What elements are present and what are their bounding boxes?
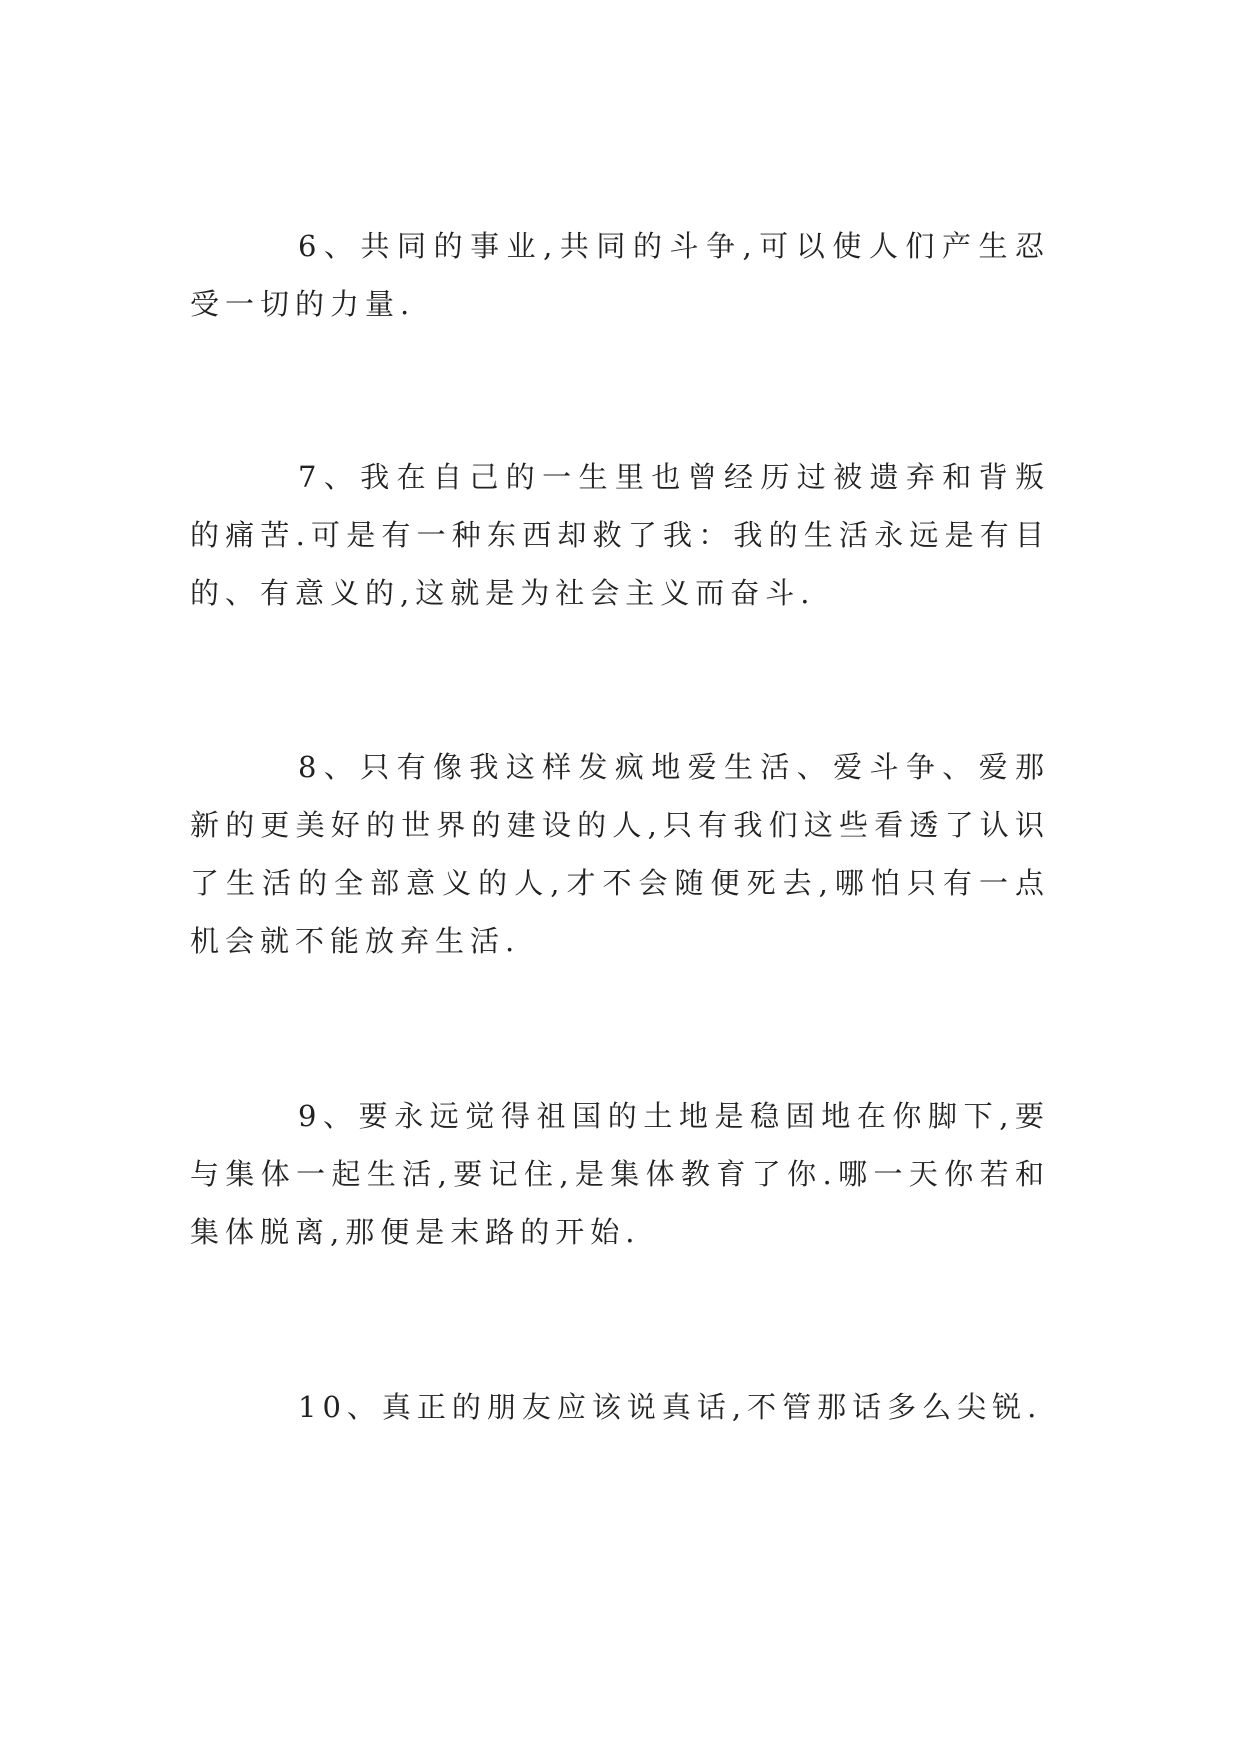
paragraph-9: 9、要永远觉得祖国的土地是稳固地在你脚下,要与集体一起生活,要记住,是集体教育了你.哪一天你若和集体脱离,那便是末路的开始.	[190, 1099, 1050, 1249]
paragraph-6: 6、共同的事业,共同的斗争,可以使人们产生忍受一切的力量.	[190, 229, 1050, 321]
paragraph-10: 10、真正的朋友应该说真话,不管那话多么尖锐.	[298, 1390, 1043, 1424]
paragraph-7: 7、我在自己的一生里也曾经历过被遗弃和背叛的痛苦.可是有一种东西却救了我：我的生活永远是有目的、有意义的,这就是为社会主义而奋斗.	[190, 460, 1050, 610]
paragraph-8: 8、只有像我这样发疯地爱生活、爱斗争、爱那新的更美好的世界的建设的人,只有我们这些看透了认识了生活的全部意义的人,才不会随便死去,哪怕只有一点机会就不能放弃生活.	[190, 750, 1050, 958]
